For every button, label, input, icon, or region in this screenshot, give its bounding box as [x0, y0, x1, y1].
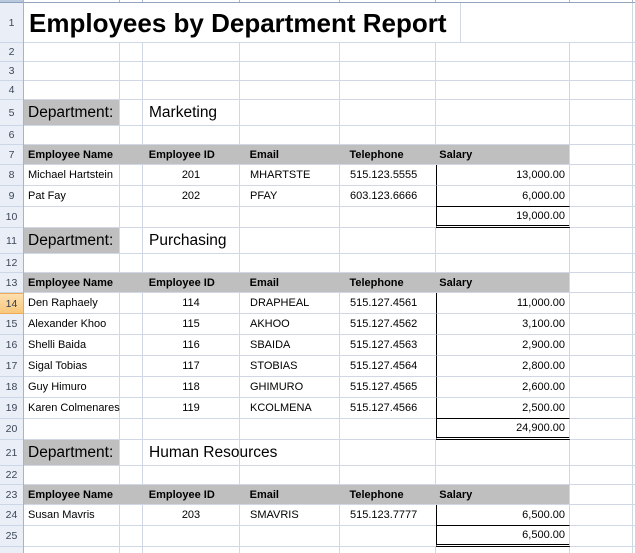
salary-cell[interactable]: 2,800.00: [436, 356, 570, 377]
empty-row[interactable]: [24, 466, 635, 485]
cell[interactable]: [240, 228, 340, 254]
telephone-cell[interactable]: 515.127.4563: [340, 335, 436, 356]
cell[interactable]: [143, 419, 240, 440]
col-header-employee-id: Employee ID: [148, 148, 215, 161]
col-header-email: Email: [249, 148, 279, 161]
department-label-cell[interactable]: [24, 100, 120, 126]
department-label-cell[interactable]: [24, 228, 120, 254]
table-header-row: [24, 485, 635, 505]
report-title-cell[interactable]: [24, 3, 461, 43]
cell[interactable]: [570, 293, 633, 314]
row-number[interactable]: 19: [0, 398, 23, 419]
cell[interactable]: [436, 100, 570, 126]
table-row: [24, 293, 635, 314]
cell[interactable]: [570, 419, 633, 440]
col-header-employee-name: Employee Name: [28, 148, 113, 161]
col-header-salary: Salary: [439, 148, 473, 161]
department-label: Department:: [28, 231, 114, 249]
cell[interactable]: [120, 207, 143, 228]
row-number[interactable]: 5: [0, 100, 23, 126]
cell[interactable]: [570, 335, 633, 356]
telephone-cell[interactable]: 515.123.5555: [340, 165, 436, 186]
email-cell[interactable]: DRAPHEAL: [240, 293, 340, 314]
employee-id-cell[interactable]: 119: [143, 398, 240, 419]
cell[interactable]: [120, 335, 143, 356]
row-number[interactable]: 2: [0, 43, 23, 62]
cell[interactable]: [570, 485, 633, 505]
salary-cell[interactable]: 2,900.00: [436, 335, 570, 356]
report-title: Employees by Department Report: [29, 8, 447, 38]
row-number[interactable]: 22: [0, 466, 23, 485]
cell[interactable]: [340, 526, 436, 547]
empty-row-partial[interactable]: [24, 547, 635, 553]
col-header-salary: Salary: [439, 488, 473, 501]
department-label: Department:: [28, 103, 114, 121]
row-number-partial[interactable]: [0, 547, 23, 553]
telephone-cell[interactable]: 515.123.7777: [340, 505, 436, 526]
col-header-employee-name: Employee Name: [28, 276, 113, 289]
salary-cell[interactable]: 11,000.00: [436, 293, 570, 314]
row-number-active[interactable]: 14: [0, 293, 23, 314]
salary-total-cell[interactable]: 19,000.00: [436, 207, 570, 228]
email-cell[interactable]: GHIMURO: [240, 377, 340, 398]
col-header-employee-name: Employee Name: [28, 488, 113, 501]
department-label-cell[interactable]: [24, 440, 120, 466]
cell[interactable]: [570, 505, 633, 526]
employee-name-cell[interactable]: Pat Fay: [24, 186, 120, 207]
department-name-cell[interactable]: [143, 228, 240, 254]
cell[interactable]: [120, 314, 143, 335]
cell[interactable]: [120, 165, 143, 186]
telephone-cell[interactable]: 603.123.6666: [340, 186, 436, 207]
telephone-cell[interactable]: 515.127.4564: [340, 356, 436, 377]
table-row: [24, 505, 635, 526]
cell[interactable]: [436, 440, 570, 466]
row-number[interactable]: 4: [0, 81, 23, 100]
cell[interactable]: [240, 207, 340, 228]
department-name-cell[interactable]: [143, 440, 278, 466]
sheet-grid: [24, 0, 635, 553]
cell[interactable]: [120, 377, 143, 398]
total-row: [24, 526, 635, 547]
cell[interactable]: [340, 419, 436, 440]
col-header-email: Email: [249, 488, 279, 501]
salary-total-cell[interactable]: 24,900.00: [436, 419, 570, 440]
table-header-band[interactable]: [24, 485, 570, 505]
cell[interactable]: [340, 207, 436, 228]
cell[interactable]: [120, 419, 143, 440]
row-number[interactable]: 10: [0, 207, 23, 228]
row-number[interactable]: 24: [0, 505, 23, 526]
empty-row[interactable]: [24, 62, 635, 81]
col-header-email: Email: [249, 276, 279, 289]
cell[interactable]: [240, 100, 340, 126]
row-number[interactable]: 21: [0, 440, 23, 466]
cell[interactable]: [570, 526, 633, 547]
department-row: [24, 228, 635, 254]
table-row: [24, 377, 635, 398]
col-header-telephone: Telephone: [349, 488, 404, 501]
cell[interactable]: [120, 100, 143, 126]
title-row: [24, 3, 635, 43]
employee-name-cell[interactable]: Michael Hartstein: [24, 165, 120, 186]
table-row: [24, 314, 635, 335]
row-number[interactable]: 15: [0, 314, 23, 335]
col-header-employee-id: Employee ID: [148, 276, 215, 289]
employee-id-cell[interactable]: 202: [143, 186, 240, 207]
salary-cell[interactable]: 6,500.00: [436, 505, 570, 526]
row-number[interactable]: 8: [0, 165, 23, 186]
empty-row[interactable]: [24, 126, 635, 145]
email-cell[interactable]: KCOLMENA: [240, 398, 340, 419]
employee-name-cell[interactable]: Den Raphaely: [24, 293, 120, 314]
department-name: Purchasing: [149, 231, 227, 249]
employee-id-cell[interactable]: 117: [143, 356, 240, 377]
empty-row[interactable]: [24, 43, 635, 62]
table-header-row: [24, 145, 635, 165]
employee-id-cell[interactable]: 116: [143, 335, 240, 356]
department-name-cell[interactable]: [143, 100, 240, 126]
cell[interactable]: [120, 526, 143, 547]
row-number[interactable]: 1: [0, 3, 23, 43]
cell[interactable]: [120, 228, 143, 254]
cell[interactable]: [340, 440, 436, 466]
employee-name-cell[interactable]: Shelli Baida: [24, 335, 120, 356]
salary-cell[interactable]: 13,000.00: [436, 165, 570, 186]
row-number[interactable]: 25: [0, 526, 23, 547]
employee-id-cell[interactable]: 115: [143, 314, 240, 335]
table-row: [24, 186, 635, 207]
employee-id-cell[interactable]: 114: [143, 293, 240, 314]
department-label: Department:: [28, 443, 114, 461]
employee-id-cell[interactable]: 118: [143, 377, 240, 398]
cell[interactable]: [570, 228, 633, 254]
cell[interactable]: [570, 314, 633, 335]
salary-cell[interactable]: 2,600.00: [436, 377, 570, 398]
cell[interactable]: [24, 207, 120, 228]
table-row: [24, 356, 635, 377]
cell[interactable]: [570, 186, 633, 207]
telephone-cell[interactable]: 515.127.4566: [340, 398, 436, 419]
department-name: Human Resources: [149, 443, 278, 461]
cell[interactable]: [24, 419, 120, 440]
salary-cell[interactable]: 2,500.00: [436, 398, 570, 419]
row-number[interactable]: 23: [0, 485, 23, 505]
cell[interactable]: [436, 228, 570, 254]
row-number[interactable]: 6: [0, 126, 23, 145]
salary-cell[interactable]: 6,000.00: [436, 186, 570, 207]
row-number[interactable]: 12: [0, 254, 23, 273]
cell[interactable]: [24, 526, 120, 547]
email-cell[interactable]: PFAY: [240, 186, 340, 207]
employee-name-cell[interactable]: Karen Colmenares: [24, 398, 120, 419]
salary-cell[interactable]: 3,100.00: [436, 314, 570, 335]
col-header-employee-id: Employee ID: [148, 488, 215, 501]
row-number[interactable]: 16: [0, 335, 23, 356]
col-header-telephone: Telephone: [349, 276, 404, 289]
table-header-row: [24, 273, 635, 293]
salary-total-cell[interactable]: 6,500.00: [436, 526, 570, 547]
cell[interactable]: [143, 526, 240, 547]
cell[interactable]: [120, 398, 143, 419]
total-row: [24, 207, 635, 228]
employee-name-cell[interactable]: Guy Himuro: [24, 377, 120, 398]
row-header-column: [0, 0, 24, 553]
employee-name-cell[interactable]: Alexander Khoo: [24, 314, 120, 335]
telephone-cell[interactable]: 515.127.4565: [340, 377, 436, 398]
row-number[interactable]: 20: [0, 419, 23, 440]
employee-name-cell[interactable]: Susan Mavris: [24, 505, 120, 526]
row-number[interactable]: 3: [0, 62, 23, 81]
department-name: Marketing: [149, 103, 218, 121]
email-cell[interactable]: SBAIDA: [240, 335, 340, 356]
row-number[interactable]: 13: [0, 273, 23, 293]
email-cell[interactable]: AKHOO: [240, 314, 340, 335]
cell[interactable]: [240, 419, 340, 440]
row-number[interactable]: 9: [0, 186, 23, 207]
cell[interactable]: [570, 145, 633, 165]
row-number[interactable]: 17: [0, 356, 23, 377]
cell[interactable]: [570, 165, 633, 186]
cell[interactable]: [340, 100, 436, 126]
email-cell[interactable]: MHARTSTE: [240, 165, 340, 186]
row-number[interactable]: 7: [0, 145, 23, 165]
empty-row[interactable]: [24, 254, 635, 273]
email-cell[interactable]: SMAVRIS: [240, 505, 340, 526]
cell[interactable]: [340, 228, 436, 254]
cell[interactable]: [120, 356, 143, 377]
cell[interactable]: [570, 398, 633, 419]
cell[interactable]: [120, 505, 143, 526]
table-header-band[interactable]: [24, 273, 570, 293]
employee-id-cell[interactable]: 203: [143, 505, 240, 526]
cell[interactable]: [570, 440, 633, 466]
cell[interactable]: [240, 526, 340, 547]
employee-name-cell[interactable]: Sigal Tobias: [24, 356, 120, 377]
department-row: [24, 440, 635, 466]
cell[interactable]: [120, 440, 143, 466]
employee-id-cell[interactable]: 201: [143, 165, 240, 186]
cell[interactable]: [570, 273, 633, 293]
col-header-salary: Salary: [439, 276, 473, 289]
cell[interactable]: [570, 377, 633, 398]
empty-row[interactable]: [24, 81, 635, 100]
table-row: [24, 398, 635, 419]
email-cell[interactable]: STOBIAS: [240, 356, 340, 377]
cell[interactable]: [461, 3, 633, 43]
cell[interactable]: [120, 186, 143, 207]
table-row: [24, 165, 635, 186]
telephone-cell[interactable]: 515.127.4561: [340, 293, 436, 314]
telephone-cell[interactable]: 515.127.4562: [340, 314, 436, 335]
cell[interactable]: [570, 207, 633, 228]
table-header-band[interactable]: [24, 145, 570, 165]
cell[interactable]: [570, 356, 633, 377]
row-number[interactable]: 18: [0, 377, 23, 398]
col-header-telephone: Telephone: [349, 148, 404, 161]
cell[interactable]: [570, 100, 633, 126]
cell[interactable]: [120, 293, 143, 314]
total-row: [24, 419, 635, 440]
table-row: [24, 335, 635, 356]
row-number[interactable]: 11: [0, 228, 23, 254]
department-row: [24, 100, 635, 126]
cell[interactable]: [240, 440, 340, 466]
cell[interactable]: [143, 207, 240, 228]
